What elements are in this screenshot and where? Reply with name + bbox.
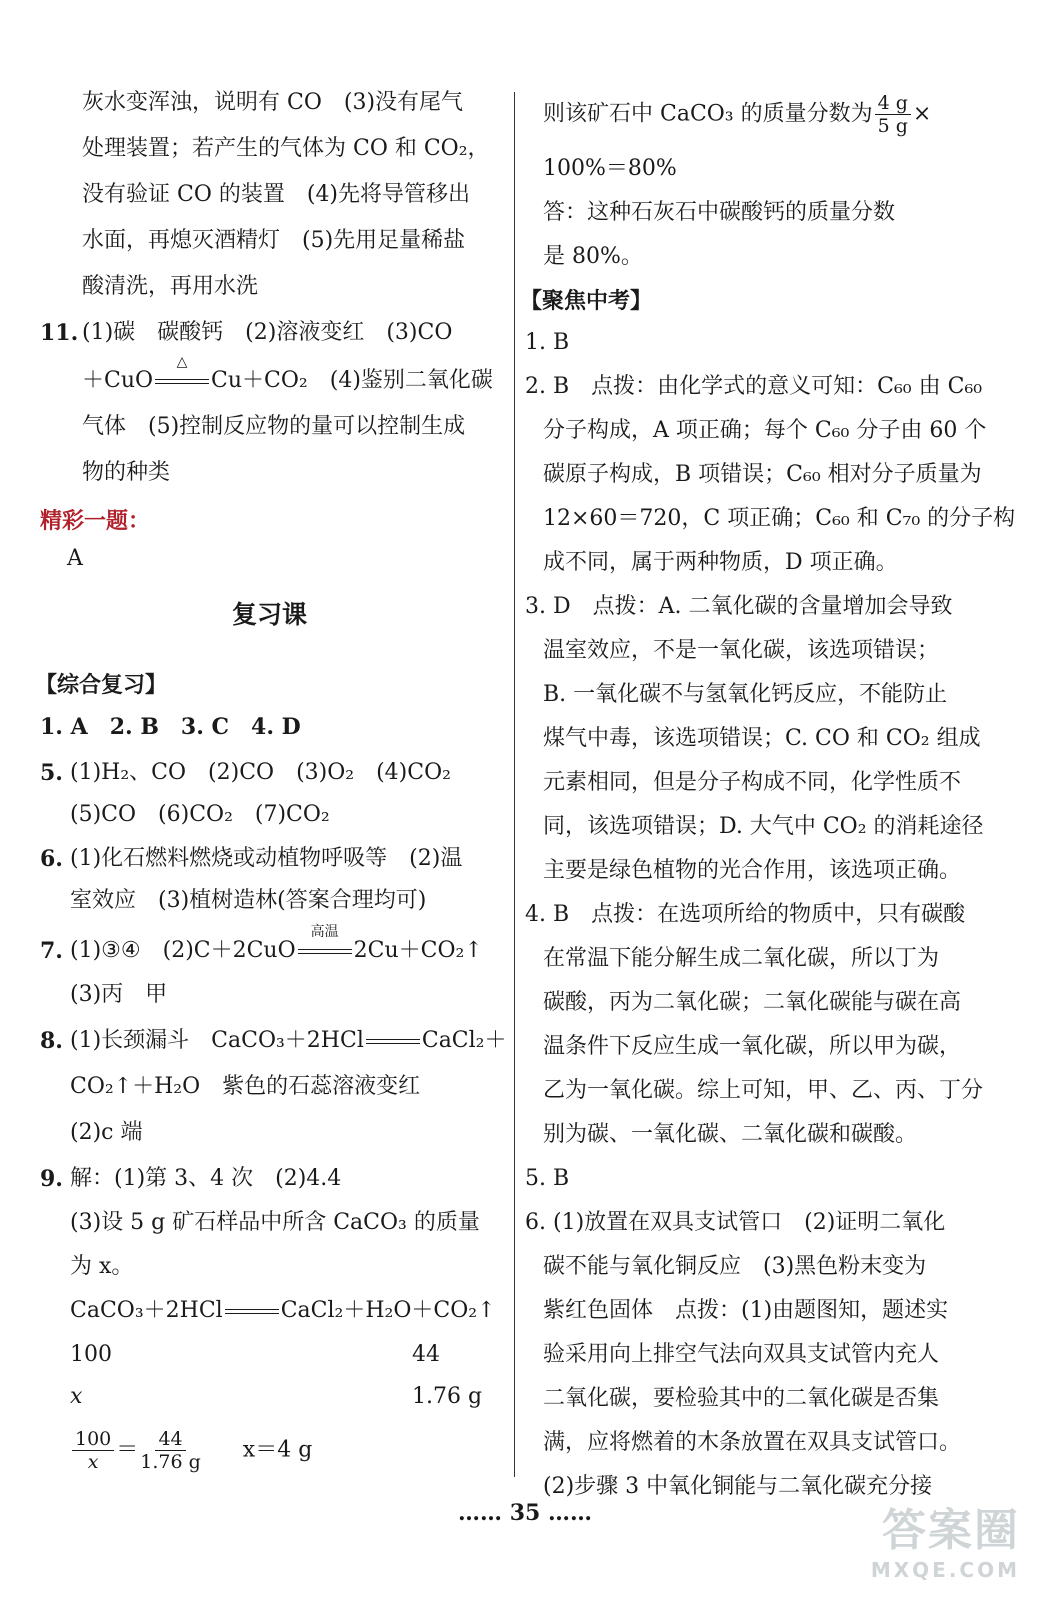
question-number: 11. (40, 320, 79, 346)
fraction: $\frac{4 g}{5 g}$ (875, 92, 911, 137)
text-line: 酸清洗，再用水洗 (82, 274, 259, 299)
equals-sign: ＝ (116, 1437, 139, 1463)
question-number: 6. (40, 846, 63, 872)
equation-line (70, 1296, 496, 1326)
text-line: (1)碳 碳酸钙 (2)溶液变红 (3)CO (82, 320, 453, 345)
text-line: 温室效应，不是一氧化碳，该选项错误； (543, 638, 940, 663)
equation-line (82, 354, 493, 396)
text-line: 紫红色固体 点拨：(1)由题图知，题述实 (543, 1298, 949, 1323)
equation-lhs: (1)长颈漏斗 CaCO₃＋2HCl (70, 1028, 364, 1053)
text-line: 物的种类 (82, 460, 171, 485)
proportion-equation (70, 1428, 312, 1473)
result: x＝4 g (242, 1437, 313, 1463)
text-line: CO₂↑＋H₂O 紫色的石蕊溶液变红 (70, 1074, 421, 1099)
text-line: 乙为一氧化碳。综上可知，甲、乙、丙、丁分 (543, 1078, 984, 1103)
text-line: 别为碳、一氧化碳、二氧化碳和碳酸。 (543, 1122, 918, 1147)
text-line: 碳不能与氧化铜反应 (3)黑色粉末变为 (543, 1254, 927, 1279)
answer-line: 1. A 2. B 3. C 4. D (40, 714, 301, 740)
equation-line (70, 1026, 507, 1056)
text-line: 元素相同，但是分子构成不同，化学性质不 (543, 770, 962, 795)
text-line: (3)丙 甲 (70, 982, 168, 1007)
reaction-condition: 高温 (310, 924, 339, 940)
text-line: (2)c 端 (70, 1120, 143, 1145)
text-line (543, 92, 931, 137)
text-line: 煤气中毒，该选项错误；C. CO 和 CO₂ 组成 (543, 726, 981, 751)
reaction-condition: △ (176, 354, 188, 370)
text-line: 分子构成，A 项正确；每个 C₆₀ 分子由 60 个 (543, 418, 987, 443)
text-line: 处理装置；若产生的气体为 CO 和 CO₂， (82, 136, 490, 161)
molar-mass: 44 (412, 1342, 440, 1367)
question-number: 8. (40, 1028, 63, 1054)
equation-lhs: ＋CuO (82, 368, 154, 393)
section-label: 精彩一题： (40, 508, 151, 534)
text-line: 是 80%。 (543, 244, 643, 269)
text-line: 6. (1)放置在双具支试管口 (2)证明二氧化 (525, 1210, 946, 1235)
text-line: 温条件下反应生成一氧化碳，所以甲为碳， (543, 1034, 962, 1059)
text-line: 2. B 点拨：由化学式的意义可知：C₆₀ 由 C₆₀ (525, 374, 983, 399)
text-line: (3)设 5 g 矿石样品中所含 CaCO₃ 的质量 (70, 1210, 480, 1235)
text-line: (1)H₂、CO (2)CO (3)O₂ (4)CO₂ (70, 760, 451, 785)
answer-line: 5. B (525, 1166, 570, 1191)
molar-mass: 100 (70, 1342, 112, 1367)
answer: A (67, 546, 83, 571)
text-line: 没有验证 CO 的装置 (4)先将导管移出 (82, 182, 471, 207)
equation-rhs: Cu＋CO₂ (4)鉴别二氧化碳 (211, 368, 493, 393)
watermark-url: MXQE.COM (870, 1558, 1020, 1582)
reaction-equals (223, 1300, 281, 1322)
text-line: 气体 (5)控制反应物的量可以控制生成 (82, 414, 466, 439)
equation-line (70, 924, 483, 966)
reaction-equals (296, 924, 354, 962)
text-line: (1)化石燃料燃烧或动植物呼吸等 (2)温 (70, 846, 463, 871)
text-span: 则该矿石中 CaCO₃ 的质量分数为 (543, 101, 873, 127)
equation-rhs: CaCl₂＋H₂O＋CO₂↑ (280, 1298, 496, 1323)
text-line: (2)步骤 3 中氧化铜能与二氧化碳充分接 (543, 1474, 933, 1499)
page-number: …… 35 …… (458, 1500, 592, 1526)
text-line: 验采用向上排空气法向双具支试管内充人 (543, 1342, 940, 1367)
text-line: 二氧化碳，要检验其中的二氧化碳是否集 (543, 1386, 940, 1411)
question-number: 9. (40, 1166, 63, 1192)
text-line: 答：这种石灰石中碳酸钙的质量分数 (543, 200, 896, 225)
section-title: 复习课 (232, 600, 308, 629)
given-mass: 1.76 g (412, 1384, 483, 1409)
text-line: 室效应 (3)植树造林(答案合理均可) (70, 888, 427, 913)
text-line: 为 x。 (70, 1254, 134, 1279)
text-line: 碳酸，丙为二氧化碳；二氧化碳能与碳在高 (543, 990, 962, 1015)
text-span: × (912, 101, 932, 127)
column-divider (514, 92, 515, 1477)
question-number: 5. (40, 760, 63, 786)
text-line: 灰水变浑浊，说明有 CO (3)没有尾气 (82, 90, 464, 115)
section-header: 【聚焦中考】 (520, 288, 653, 314)
question-number: 7. (40, 938, 63, 964)
text-line: 碳原子构成，B 项错误；C₆₀ 相对分子质量为 (543, 462, 982, 487)
unknown-variable: x (70, 1384, 83, 1409)
text-line: 同，该选项错误；D. 大气中 CO₂ 的消耗途径 (543, 814, 984, 839)
text-line: 3. D 点拨：A. 二氧化碳的含量增加会导致 (525, 594, 953, 619)
text-line: 4. B 点拨：在选项所给的物质中，只有碳酸 (525, 902, 966, 927)
text-line: 在常温下能分解生成二氧化碳，所以丁为 (543, 946, 940, 971)
text-line: 成不同，属于两种物质，D 项正确。 (543, 550, 898, 575)
text-line: 12×60＝720，C 项正确；C₆₀ 和 C₇₀ 的分子构 (543, 506, 1016, 531)
section-header: 【综合复习】 (35, 672, 168, 698)
equation-lhs: CaCO₃＋2HCl (70, 1298, 223, 1323)
text-line: (5)CO (6)CO₂ (7)CO₂ (70, 802, 330, 827)
equation-rhs: CaCl₂＋ (421, 1028, 507, 1053)
reaction-equals (153, 354, 211, 392)
text-line: 100%＝80% (543, 156, 677, 181)
fraction: $\frac{100}{x}$ (72, 1428, 114, 1473)
text-line: B. 一氧化碳不与氢氧化钙反应，不能防止 (543, 682, 948, 707)
text-line: 满，应将燃着的木条放置在双具支试管口。 (543, 1430, 962, 1455)
watermark-logo (871, 1494, 1020, 1582)
text-line: 水面，再熄灭酒精灯 (5)先用足量稀盐 (82, 228, 466, 253)
fraction: $\frac{44}{1.76 g}$ (140, 1428, 201, 1473)
equation-rhs: 2Cu＋CO₂↑ (353, 938, 483, 963)
reaction-equals (364, 1030, 422, 1052)
watermark-text: 答案圈 (882, 1505, 1020, 1556)
equation-lhs: (1)③④ (2)C＋2CuO (70, 938, 296, 963)
text-line: 主要是绿色植物的光合作用，该选项正确。 (543, 858, 962, 883)
answer-line: 1. B (525, 330, 570, 355)
text-line: 解：(1)第 3、4 次 (2)4.4 (70, 1166, 342, 1191)
